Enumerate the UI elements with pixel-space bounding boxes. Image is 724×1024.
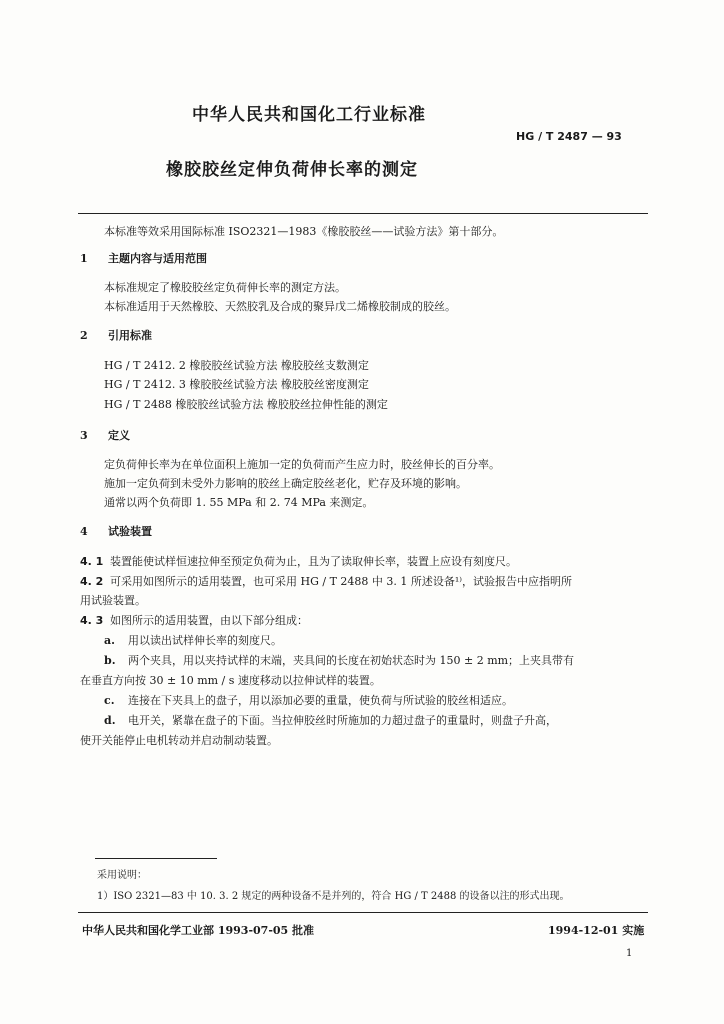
notes-title: 采用说明： [97,870,147,881]
section-1-title: 主题内容与适用范围 [108,252,207,265]
item-b-text-2: 在垂直方向按 30 ± 10 mm / s 速度移动以拉伸试样的装置。 [80,674,381,687]
item-d-text-2: 使开关能停止电机转动并启动制动装置。 [80,734,278,747]
section-4-title: 试验装置 [108,525,152,538]
footnote-divider [95,858,217,859]
org-title: 中华人民共和国化工行业标准 [192,105,426,125]
item-a [104,632,282,648]
section-3-line-3: 通常以两个负荷即 1. 55 MPa 和 2. 74 MPa 来测定。 [104,496,374,509]
page-number: 1 [626,948,633,959]
document-title: 橡胶胶丝定伸负荷伸长率的测定 [166,160,418,180]
item-d-text-1: 电开关，紧靠在盘子的下面。当拉伸胶丝时所施加的力超过盘子的重量时，则盘子升高， [128,714,557,727]
clause-4-3-text: 如图所示的适用装置，由以下部分组成： [110,614,308,627]
clause-4-2-text-2: 用试验装置。 [80,594,146,607]
section-3-title: 定义 [108,429,130,442]
item-a-label: a. [104,634,115,647]
item-d [104,712,557,728]
section-4-number: 4 [80,525,88,538]
clause-4-3-number: 4. 3 [80,614,104,627]
clause-4-2-text-1: 可采用如图所示的适用装置，也可采用 HG / T 2488 中 3. 1 所述设备¹⁾，试验报告中应指明所 [110,575,572,588]
item-a-text: 用以读出试样伸长率的刻度尺。 [128,634,282,647]
header-divider [78,213,648,214]
clause-4-2 [80,573,572,589]
clause-4-1-text: 装置能使试样恒速拉伸至预定负荷为止，且为了读取伸长率，装置上应设有刻度尺。 [110,555,517,568]
section-2-number: 2 [80,329,88,342]
clause-4-2-number: 4. 2 [80,575,104,588]
clause-4-1 [80,553,517,569]
footer-divider [78,912,648,913]
section-1-line-1: 本标准规定了橡胶胶丝定负荷伸长率的测定方法。 [104,281,346,294]
section-1-number: 1 [80,252,88,265]
standard-code: HG / T 2487 — 93 [516,130,622,143]
section-3-line-2: 施加一定负荷到未受外力影响的胶丝上确定胶丝老化，贮存及环境的影响。 [104,477,467,490]
clause-4-3 [80,612,308,628]
section-1-heading [80,250,207,266]
section-4-heading [80,523,152,539]
section-3-heading [80,427,130,443]
item-b-text-1: 两个夹具，用以夹持试样的末端，夹具间的长度在初始状态时为 150 ± 2 mm；上夹具带有 [128,654,575,667]
clause-4-1-number: 4. 1 [80,555,104,568]
approval-text: 中华人民共和国化学工业部 1993-07-05 批准 [82,924,315,937]
reference-2: HG / T 2412. 3 橡胶胶丝试验方法 橡胶胶丝密度测定 [104,378,369,391]
item-c [104,692,513,708]
note-1: 1）ISO 2321—83 中 10. 3. 2 规定的两种设备不是并列的，符合 HG / T 2488 的设备以注的形式出现。 [97,891,570,902]
item-b [104,652,574,668]
item-b-label: b. [104,654,116,667]
item-c-label: c. [104,694,115,707]
section-2-heading [80,327,152,343]
section-3-line-1: 定负荷伸长率为在单位面积上施加一定的负荷而产生应力时，胶丝伸长的百分率。 [104,458,500,471]
section-3-number: 3 [80,429,88,442]
implementation-date: 1994-12-01 实施 [548,924,645,937]
reference-3: HG / T 2488 橡胶胶丝试验方法 橡胶胶丝拉伸性能的测定 [104,398,388,411]
item-c-text: 连接在下夹具上的盘子，用以添加必要的重量，使负荷与所试验的胶丝相适应。 [128,694,513,707]
reference-1: HG / T 2412. 2 橡胶胶丝试验方法 橡胶胶丝支数测定 [104,359,369,372]
intro-text: 本标准等效采用国际标准 ISO2321—1983《橡胶胶丝——试验方法》第十部分。 [104,225,504,238]
item-d-label: d. [104,714,116,727]
section-2-title: 引用标准 [108,329,152,342]
section-1-line-2: 本标准适用于天然橡胶、天然胶乳及合成的聚异戊二烯橡胶制成的胶丝。 [104,300,456,313]
